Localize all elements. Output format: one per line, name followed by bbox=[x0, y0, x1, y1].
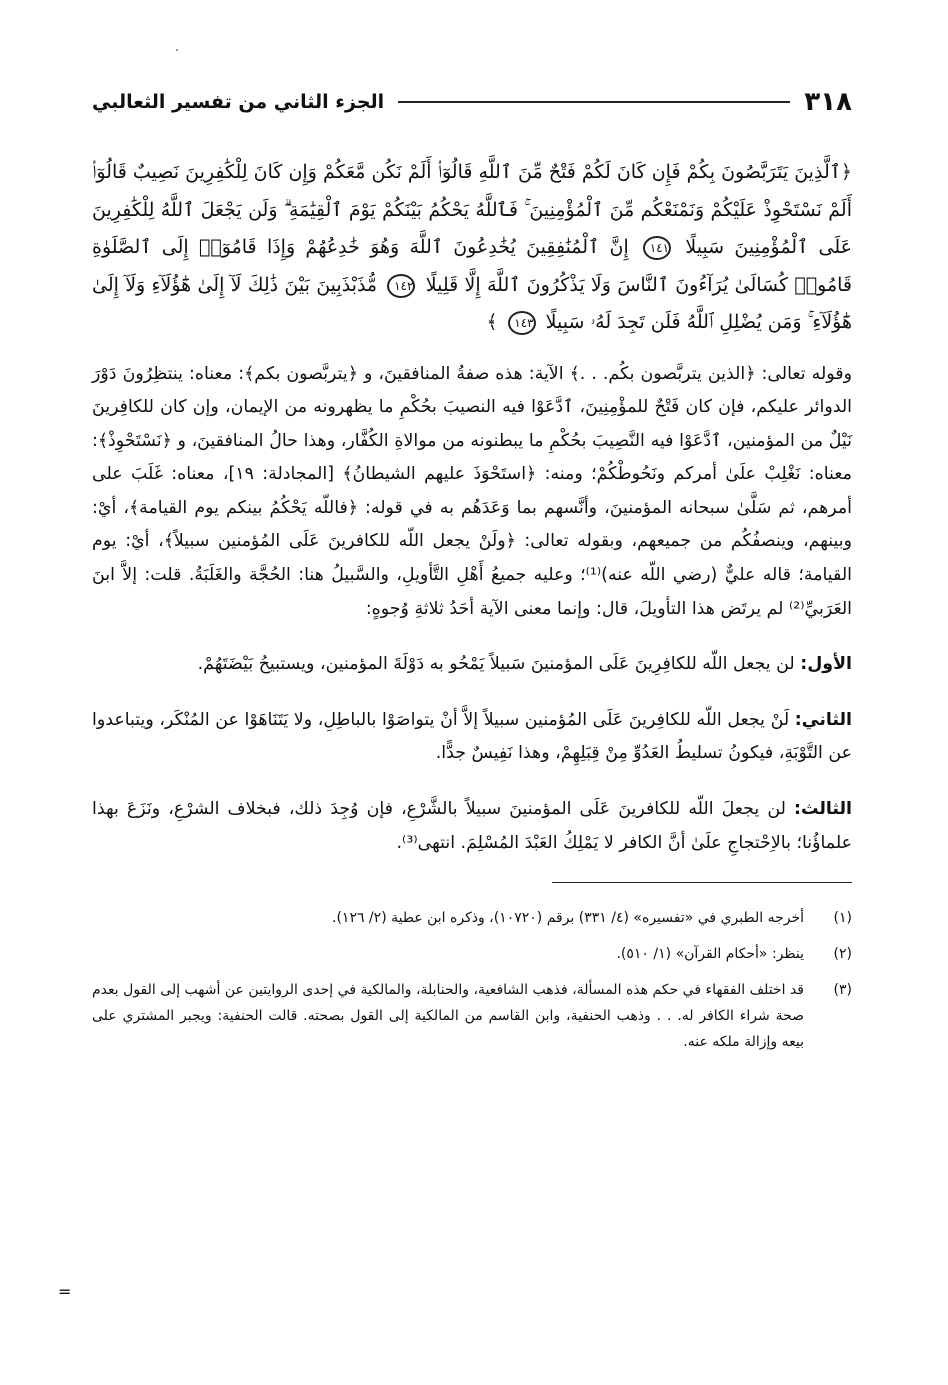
point-first-label: الأول: bbox=[800, 654, 852, 675]
ayah-141-text: ﴿ٱلَّذِينَ يَتَرَبَّصُونَ بِكُمْ فَإِن كَانَ لَكُمْ فَتْحٌ مِّنَ ٱللَّهِ قَالُوٓا۟ أَلَمْ نَكُن مَّعَكُمْ وَإِن كَانَ لِلْكَٰفِرِينَ نَصِيبٌ قَالُوٓا۟ أَلَمْ نَسْتَحْوِذْ عَلَيْكُمْ وَنَمْنَعْكُم مِّنَ ٱلْمُؤْمِنِينَ ۚ فَٱللَّهُ يَحْكُمُ بَيْنَكُمْ يَوْمَ ٱلْقِيَٰمَةِ ۗ وَلَن يَجْعَلَ ٱللَّهُ لِلْكَٰفِرِينَ عَلَى ٱلْمُؤْمِنِينَ سَبِيلًا bbox=[92, 161, 852, 258]
point-second-text: لَنْ يجعل اللّه للكافِرينَ عَلَى المُؤمنين سبيلاً إلاَّ أنْ يتواصَوْا بالباطِلِ، ولا يَتَنَاهَوْا عن المُنْكَر، ويتباعدوا عن التَّوْبَةِ، فيكونُ تسليطُ العَدُوِّ مِنْ قِبَلِهِمْ، وهذا نَفِيسٌ جدًّا. bbox=[92, 709, 852, 764]
ayah-number-141: ١٤١ bbox=[643, 236, 671, 260]
point-second-label: الثاني: bbox=[794, 709, 852, 730]
book-page bbox=[92, 80, 852, 1065]
point-second bbox=[92, 704, 852, 771]
running-title: الجزء الثاني من تفسير الثعالبي bbox=[92, 91, 385, 113]
point-third-label: الثالث: bbox=[793, 799, 852, 820]
ayah-number-142: ١٤٢ bbox=[387, 274, 415, 298]
point-third-text: لن يجعلَ اللّه للكافرينَ عَلَى المؤمنينَ سبيلاً بالشَّرْعِ، فإن وُجِدَ ذلك، فبخلاف الشرْعِ، ونَزَعَ بهذا علماؤُنا؛ بالاِحْتجاجِ علَىٰ أنَّ الكافر لا يَمْلِكُ العَبْدَ المُسْلِمَ. انتهى⁽³⁾. bbox=[92, 799, 852, 853]
footnote-1-text: أخرجه الطبري في «تفسيره» (٤/ ٣٣١) برقم (١٠٧٢٠)، وذكره ابن عطية (٢/ ١٢٦). bbox=[332, 910, 804, 927]
footnote-1-number: (١) bbox=[833, 910, 852, 927]
footnote-3 bbox=[92, 977, 852, 1055]
point-first-text: لن يجعل اللّه للكافِرِينَ عَلَى المؤمنينَ سَبيلاً يَمْحُو به دَوْلَةَ المؤمنين، ويستبيحُ بَيْضَتَهُمْ. bbox=[197, 654, 801, 675]
footnote-2-number: (٢) bbox=[833, 946, 852, 963]
commentary bbox=[92, 358, 852, 627]
footnote-3-text: قد اختلف الفقهاء في حكم هذه المسألة، فذهب الشافعية، والحنابلة، والمالكية في إحدى الروايتين عن أشهب إلى القول بعدم صحة شراء الكافر له. . . وذهب الحنفية، وابن القاسم من المالكية إلى القول بصحته. قالت الحنفية: ويجبر المشتري على بيعه وإزالة ملكه عنه. bbox=[92, 982, 804, 1051]
point-first bbox=[92, 648, 852, 682]
page-number: ٣١٨ bbox=[804, 87, 852, 117]
page-speck bbox=[176, 49, 178, 51]
margin-mark: = bbox=[58, 1282, 72, 1301]
footnote-1 bbox=[92, 905, 852, 931]
quran-verses bbox=[92, 154, 852, 342]
footnote-3-number: (٣) bbox=[833, 982, 852, 999]
closing-bracket: ﴾ bbox=[486, 311, 498, 333]
point-third bbox=[92, 793, 852, 860]
footnotes bbox=[92, 905, 852, 1055]
ayah-142-text: إِنَّ ٱلْمُنَٰفِقِينَ يُخَٰدِعُونَ ٱللَّهَ وَهُوَ خَٰدِعُهُمْ وَإِذَا قَامُوٓا۟ إِلَى ٱلصَّلَوٰةِ قَامُوا۟ كُسَالَىٰ يُرَآءُونَ ٱلنَّاسَ وَلَا يَذْكُرُونَ ٱللَّهَ إِلَّا قَلِيلًا bbox=[92, 236, 853, 296]
commentary-paragraph: وقوله تعالى: ﴿الذين يتربَّصون بكُم. . .﴾ الآية: هذه صفةُ المنافقينَ، و ﴿يتربَّصون بكم﴾: معناه: ينتظِرُونَ دَوْرَ الدوائر عليكم، فإن كان فَتْحٌ للمؤْمِنِينَ، ٱدَّعَوْا فيه النصيبَ بحُكْمِ ما يظهرونه من الإيمان، وإن كان للكافِرينَ نَيْلٌ من المؤمنين، ٱدَّعَوْا فيه النَّصِيبَ بحُكْمِ ما يبطنونه من موالاةِ الكُفَّار، وهذا حالُ المنافقينَ، و ﴿نَسْتَحْوِذْ﴾: معناه: نَغْلِبْ علَىٰ أمركم ونَحُوطْكُمْ؛ ومنه: ﴿استَحْوَذَ عليهم الشيطانُ﴾ [المجادلة: ١٩]، معناه: غَلَبَ على أمرهم، ثم سَلَّىٰ سبحانه المؤمنينَ، وأنَّسهم بما وَعَدَهُم به في قوله: ﴿فاللّه يَحْكُمُ بينكم يوم القيامة﴾، أيْ: وبينهم، وينصفُكُم من جميعهم، وبقوله تعالى: ﴿ولَنْ يجعل اللّه للكافرينَ عَلَى المُؤمنين سبيلاً﴾، أيْ: يوم القيامة؛ قاله عليٌّ (رضي اللّه عنه)⁽¹⁾؛ وعليه جميعُ أَهْلِ التَّأويلِ، والسَّبيلُ هنا: الحُجَّة والغَلَبَةُ. قلت: إلاَّ ابنَ العَرَبيِّ⁽²⁾ لم يرتَض هذا التأويلَ، قال: وإنما معنى الآية أحَدُ ثلاثةِ وُجوهٍ: bbox=[92, 363, 852, 619]
ayah-143-text: مُّذَبْذَبِينَ بَيْنَ ذَٰلِكَ لَآ إِلَىٰ هَٰٓؤُلَآءِ وَلَآ إِلَىٰ هَٰٓؤُلَآءِ ۚ وَمَن يُضْلِلِ ٱللَّهُ فَلَن تَجِدَ لَهُۥ سَبِيلًا bbox=[92, 273, 852, 333]
header-rule bbox=[398, 101, 790, 103]
footnote-2-text: ينظر: «أحكام القرآن» (١/ ٥١٠). bbox=[616, 946, 804, 963]
footnote-2 bbox=[92, 941, 852, 967]
ayah-number-143: ١٤٣ bbox=[508, 311, 536, 335]
footnote-rule bbox=[552, 882, 852, 883]
page-header bbox=[92, 80, 852, 124]
